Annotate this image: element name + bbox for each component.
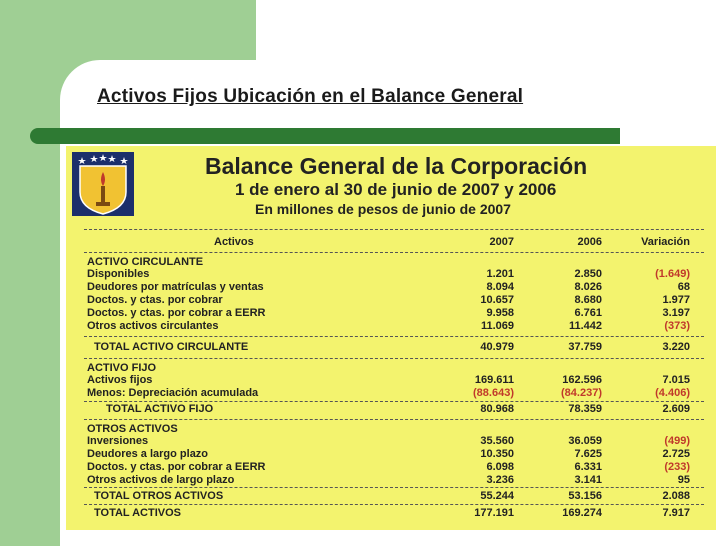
section-title: OTROS ACTIVOS xyxy=(87,423,178,435)
table-row: Disponibles 1.201 2.850 (1.649) xyxy=(87,268,690,280)
section-divider xyxy=(84,419,704,420)
column-header-2006: 2006 xyxy=(577,236,602,248)
total-row: TOTAL ACTIVO FIJO 80.968 78.359 2.609 xyxy=(106,403,690,415)
table-heading-line-2: 1 de enero al 30 de junio de 2007 y 2006 xyxy=(235,180,557,199)
section-title: ACTIVO FIJO xyxy=(87,362,157,374)
column-header-2007: 2007 xyxy=(489,236,514,248)
table-row: Otros activos circulantes 11.069 11.442 (373) xyxy=(87,320,690,332)
column-header-row xyxy=(84,236,704,250)
section-divider xyxy=(84,487,704,488)
table-row: Menos: Depreciación acumulada (88.643) (84.237) (4.406) xyxy=(87,387,690,399)
header-bottom-divider xyxy=(84,252,704,253)
column-header-activos: Activos xyxy=(214,236,254,248)
section-title: ACTIVO CIRCULANTE xyxy=(87,256,204,268)
slide-title: Activos Fijos Ubicación en el Balance General xyxy=(97,86,524,107)
university-crest-icon xyxy=(72,152,134,216)
table-row: Activos fijos 169.611 162.596 7.015 xyxy=(87,374,690,386)
column-header-variacion: Variación xyxy=(641,236,690,248)
section-divider xyxy=(84,401,704,402)
table-row: Doctos. y ctas. por cobrar 10.657 8.680 1.977 xyxy=(87,294,690,306)
section-divider xyxy=(84,504,704,505)
table-heading-line-1: Balance General de la Corporación xyxy=(205,153,588,179)
section-divider xyxy=(84,358,704,359)
total-row: TOTAL OTROS ACTIVOS 55.244 53.156 2.088 xyxy=(94,490,690,502)
table-row: Otros activos de largo plazo 3.236 3.141 95 xyxy=(87,474,690,486)
total-row: TOTAL ACTIVO CIRCULANTE 40.979 37.759 3.220 xyxy=(94,341,690,353)
table-heading-line-3: En millones de pesos de junio de 2007 xyxy=(255,201,511,217)
table-row: Doctos. y ctas. por cobrar a EERR 9.958 6.761 3.197 xyxy=(87,307,690,319)
grand-total-row: TOTAL ACTIVOS 177.191 169.274 7.917 xyxy=(94,507,690,519)
section-divider xyxy=(84,336,704,337)
table-row: Doctos. y ctas. por cobrar a EERR 6.098 6.331 (233) xyxy=(87,461,690,473)
title-divider xyxy=(30,128,620,144)
left-band-decoration xyxy=(0,0,60,546)
table-row: Deudores a largo plazo 10.350 7.625 2.725 xyxy=(87,448,690,460)
table-row: Inversiones 35.560 36.059 (499) xyxy=(87,435,690,447)
table-row: Deudores por matrículas y ventas 8.094 8.026 68 xyxy=(87,281,690,293)
header-top-divider xyxy=(84,229,704,230)
